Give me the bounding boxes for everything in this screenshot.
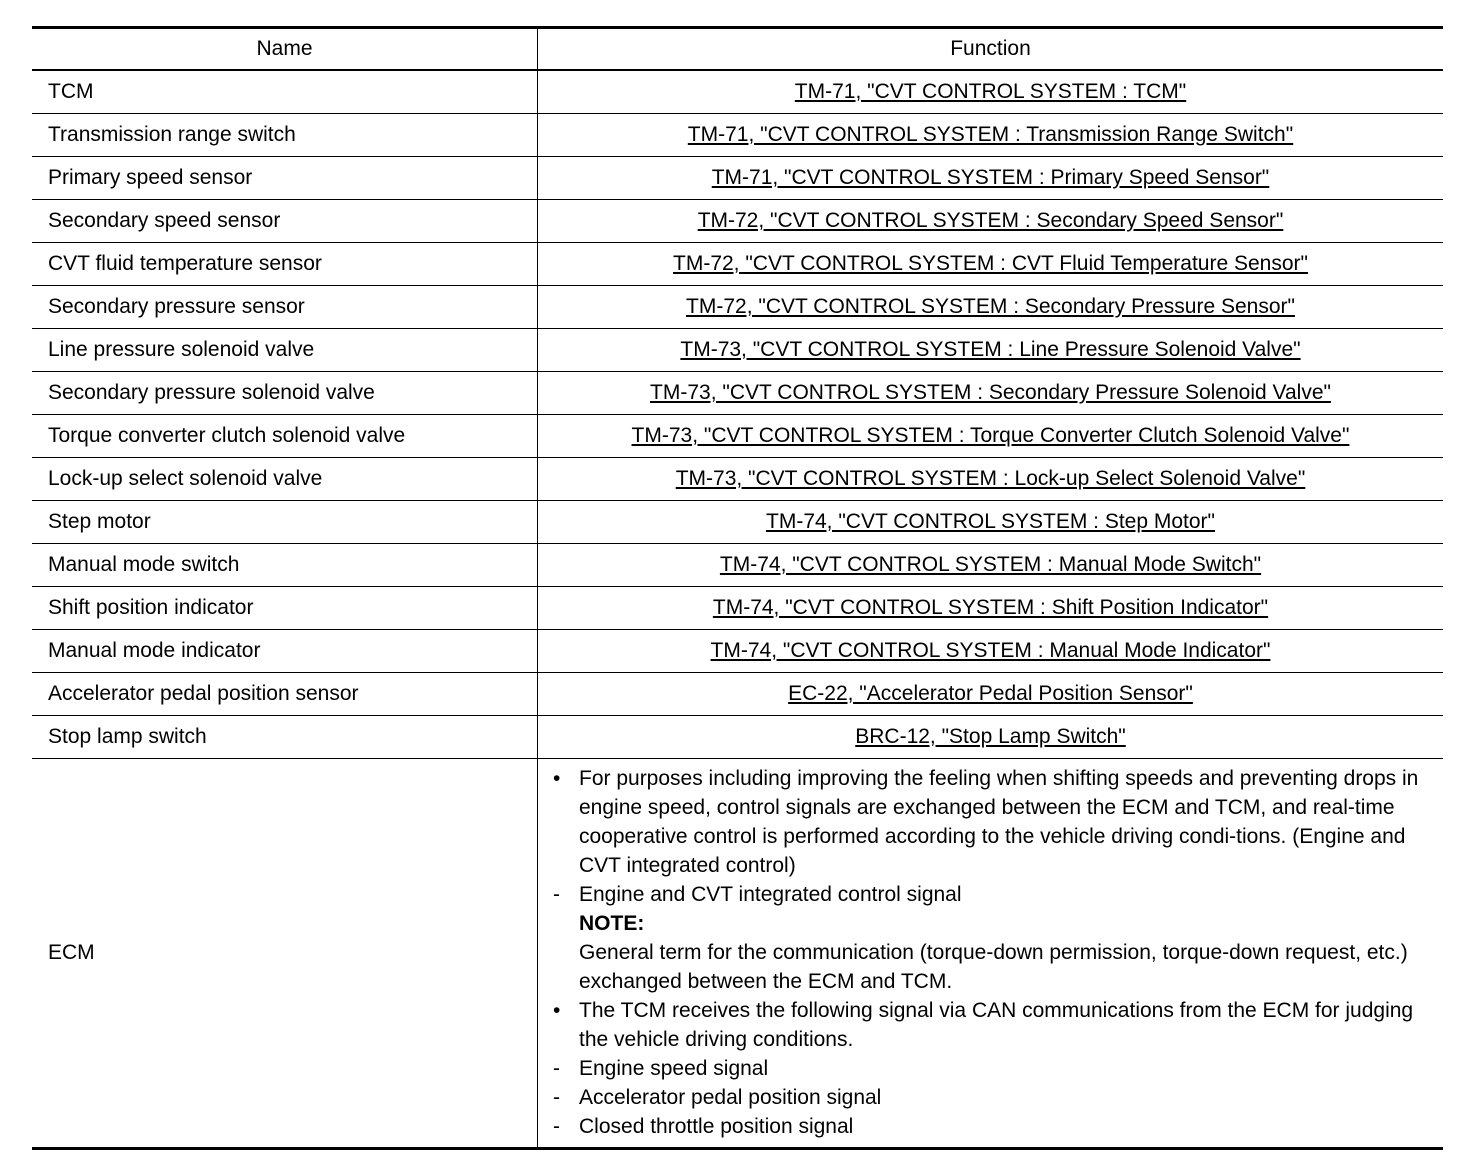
bullet-text: The TCM receives the following signal via CAN communications from the ECM for judging the vehicle driving conditions. bbox=[579, 999, 1414, 1051]
row-function bbox=[538, 70, 1444, 114]
dash-marker: - bbox=[553, 1086, 560, 1109]
row-name: Step motor bbox=[32, 501, 538, 544]
function-link[interactable]: TM-74, "CVT CONTROL SYSTEM : Manual Mode Indicator" bbox=[710, 639, 1271, 662]
row-function bbox=[538, 372, 1444, 415]
function-link[interactable]: TM-73, "CVT CONTROL SYSTEM : Lock-up Select Solenoid Valve" bbox=[675, 467, 1306, 490]
table-row bbox=[32, 200, 1443, 243]
function-link[interactable]: TM-74, "CVT CONTROL SYSTEM : Step Motor" bbox=[766, 510, 1215, 533]
component-function-table bbox=[32, 26, 1443, 1150]
function-link[interactable]: EC-22, "Accelerator Pedal Position Sensor" bbox=[788, 682, 1193, 705]
row-name: Primary speed sensor bbox=[32, 157, 538, 200]
function-link[interactable]: TM-71, "CVT CONTROL SYSTEM : Transmission Range Switch" bbox=[687, 123, 1294, 146]
table-row bbox=[32, 329, 1443, 372]
row-name: Accelerator pedal position sensor bbox=[32, 673, 538, 716]
row-function bbox=[538, 286, 1444, 329]
row-name: TCM bbox=[32, 70, 538, 114]
dash-text: Engine and CVT integrated control signal bbox=[579, 883, 962, 906]
function-link[interactable]: BRC-12, "Stop Lamp Switch" bbox=[855, 725, 1126, 748]
function-link[interactable]: TM-72, "CVT CONTROL SYSTEM : Secondary Pressure Sensor" bbox=[686, 295, 1295, 318]
dash-marker: - bbox=[553, 1057, 560, 1080]
bullet-text: For purposes including improving the feeling when shifting speeds and preventing drops in engine speed, control signals are exchanged between the ECM and TCM, and real-time cooperative control is performed according to the vehicle driving condi-tions. (Engine and CVT integrated control) bbox=[579, 767, 1419, 877]
row-function bbox=[538, 673, 1444, 716]
row-name: ECM bbox=[32, 759, 538, 1149]
row-function bbox=[538, 716, 1444, 759]
row-function bbox=[538, 587, 1444, 630]
table-row bbox=[32, 458, 1443, 501]
row-function bbox=[538, 157, 1444, 200]
row-name: Torque converter clutch solenoid valve bbox=[32, 415, 538, 458]
table-row bbox=[32, 673, 1443, 716]
function-link[interactable]: TM-71, "CVT CONTROL SYSTEM : TCM" bbox=[794, 80, 1187, 103]
row-name: Lock-up select solenoid valve bbox=[32, 458, 538, 501]
bullet-item bbox=[553, 996, 1435, 1054]
row-function bbox=[538, 415, 1444, 458]
row-function bbox=[538, 501, 1444, 544]
table-row bbox=[32, 157, 1443, 200]
row-function bbox=[538, 243, 1444, 286]
dash-item bbox=[553, 1054, 1435, 1083]
table-row-ecm bbox=[32, 759, 1443, 1149]
dash-item bbox=[553, 1083, 1435, 1112]
function-link[interactable]: TM-72, "CVT CONTROL SYSTEM : Secondary Speed Sensor" bbox=[697, 209, 1284, 232]
note-label: NOTE: bbox=[579, 912, 645, 935]
function-link[interactable]: TM-71, "CVT CONTROL SYSTEM : Primary Speed Sensor" bbox=[711, 166, 1270, 189]
dash-text: Closed throttle position signal bbox=[579, 1115, 854, 1138]
row-function bbox=[538, 544, 1444, 587]
header-row bbox=[32, 28, 1443, 71]
row-function bbox=[538, 329, 1444, 372]
row-name: Stop lamp switch bbox=[32, 716, 538, 759]
row-function bbox=[538, 630, 1444, 673]
dash-item bbox=[553, 880, 1435, 909]
dash-marker: - bbox=[553, 883, 560, 906]
bullet-marker: • bbox=[553, 767, 561, 790]
function-link[interactable]: TM-74, "CVT CONTROL SYSTEM : Manual Mode Switch" bbox=[719, 553, 1262, 576]
dash-text: Accelerator pedal position signal bbox=[579, 1086, 882, 1109]
row-function bbox=[538, 458, 1444, 501]
table-row bbox=[32, 114, 1443, 157]
row-name: Secondary pressure solenoid valve bbox=[32, 372, 538, 415]
note bbox=[553, 909, 1435, 996]
function-link[interactable]: TM-74, "CVT CONTROL SYSTEM : Shift Position Indicator" bbox=[712, 596, 1269, 619]
bullet-marker: • bbox=[553, 999, 561, 1022]
table-row bbox=[32, 372, 1443, 415]
table-row bbox=[32, 587, 1443, 630]
row-name: Manual mode indicator bbox=[32, 630, 538, 673]
row-name: Transmission range switch bbox=[32, 114, 538, 157]
dash-marker: - bbox=[553, 1115, 560, 1138]
note-text: General term for the communication (torque-down permission, torque-down request, etc.) exchanged between the ECM and TCM. bbox=[579, 941, 1408, 993]
table-row bbox=[32, 716, 1443, 759]
row-name: Manual mode switch bbox=[32, 544, 538, 587]
function-header: Function bbox=[950, 37, 1031, 60]
row-name: Line pressure solenoid valve bbox=[32, 329, 538, 372]
table-row bbox=[32, 286, 1443, 329]
row-name: Secondary speed sensor bbox=[32, 200, 538, 243]
function-link[interactable]: TM-73, "CVT CONTROL SYSTEM : Secondary Pressure Solenoid Valve" bbox=[650, 381, 1331, 404]
table-row bbox=[32, 544, 1443, 587]
ecm-function-cell bbox=[538, 759, 1444, 1149]
row-name: Secondary pressure sensor bbox=[32, 286, 538, 329]
table-row bbox=[32, 243, 1443, 286]
dash-text: Engine speed signal bbox=[579, 1057, 769, 1080]
function-link[interactable]: TM-72, "CVT CONTROL SYSTEM : CVT Fluid Temperature Sensor" bbox=[673, 252, 1308, 275]
table-row bbox=[32, 70, 1443, 114]
row-function bbox=[538, 114, 1444, 157]
table-row bbox=[32, 630, 1443, 673]
bullet-item bbox=[553, 764, 1435, 880]
row-function bbox=[538, 200, 1444, 243]
dash-item bbox=[553, 1112, 1435, 1141]
table-row bbox=[32, 501, 1443, 544]
function-link[interactable]: TM-73, "CVT CONTROL SYSTEM : Torque Converter Clutch Solenoid Valve" bbox=[631, 424, 1350, 447]
row-name: Shift position indicator bbox=[32, 587, 538, 630]
name-header: Name bbox=[32, 28, 538, 71]
function-link[interactable]: TM-73, "CVT CONTROL SYSTEM : Line Pressure Solenoid Valve" bbox=[680, 338, 1301, 361]
row-name: CVT fluid temperature sensor bbox=[32, 243, 538, 286]
table-row bbox=[32, 415, 1443, 458]
